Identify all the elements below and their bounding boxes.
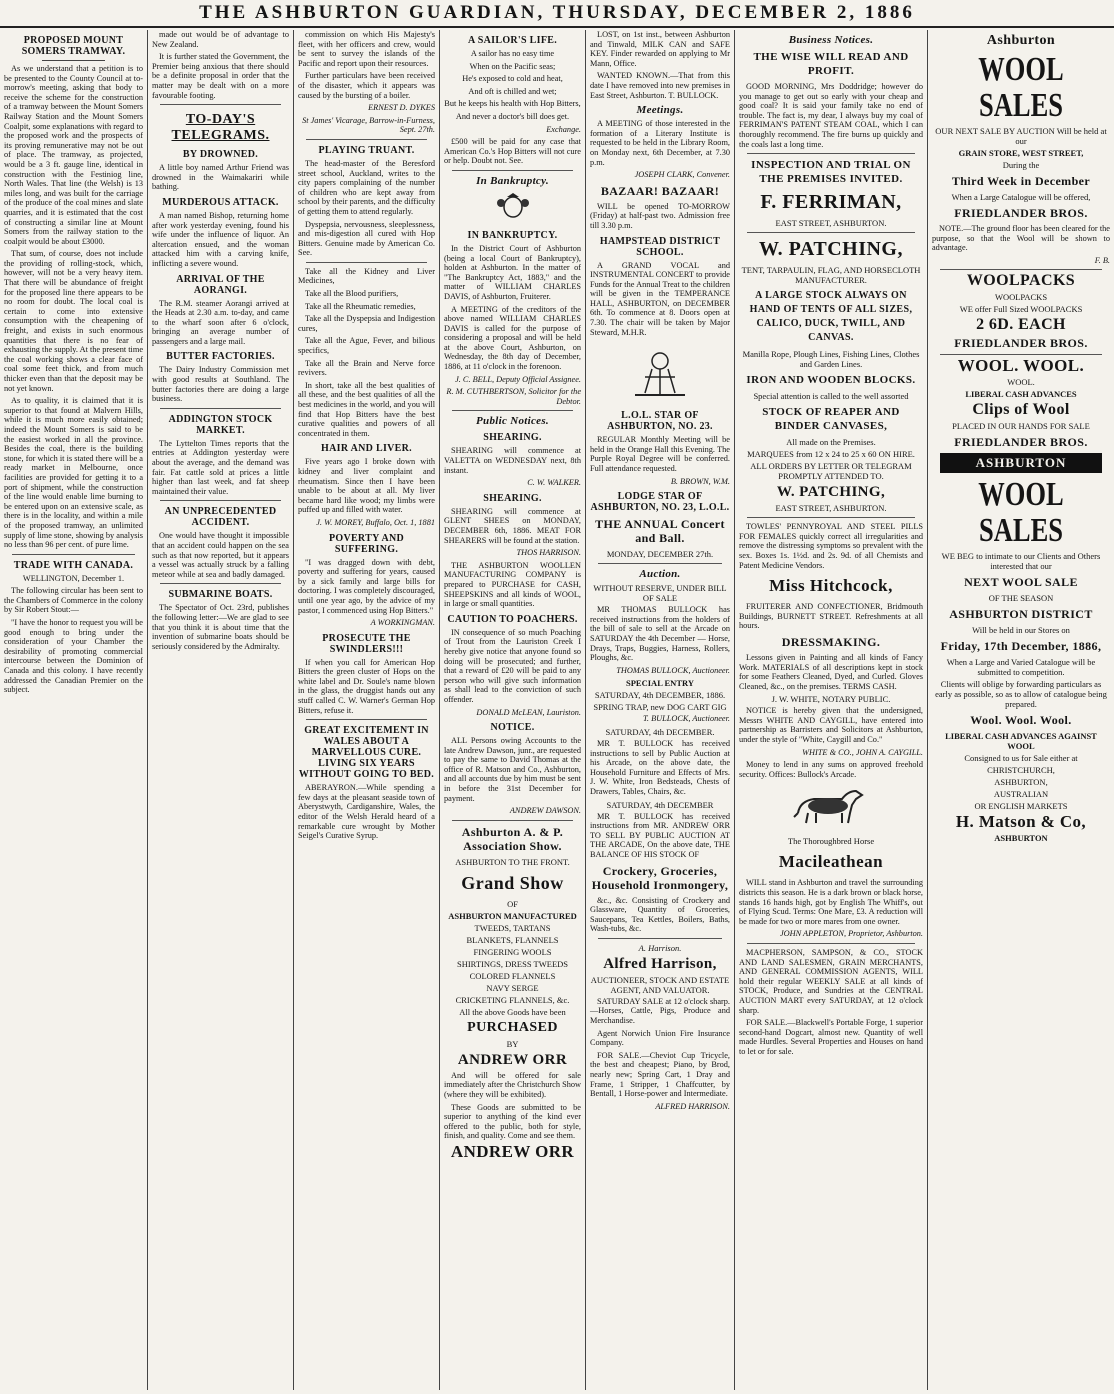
- ashburton-heading: Ashburton: [986, 33, 1056, 48]
- wool-line: When a Large Catalogue will be offered,: [951, 192, 1091, 202]
- article-paragraph: "I have the honor to request you will be good enough to bring under the consideration of your Chamber the desirability of promoting commercial intercourse between the Dominion of Canada and this colony. I have recently addressed the Canadian Premier on the subject.: [4, 618, 143, 695]
- advert-text: "I was dragged down with debt, poverty and suffering for years, caused by a sick family and large bills for doctoring. I was completely discouraged, until one year ago, by the advice of my pastor, I commenced using Hop Bitters.": [298, 557, 435, 615]
- advert-text: FOR SALE.—Blackwell's Portable Forge, 1 superior second-hand Dogcart, almost new. Quantity of well made Hurdles. Several Properties and Houses on hand to let or for sale.: [739, 1018, 923, 1056]
- advert-text: WILL stand in Ashburton and travel the surrounding districts this season. He is a dark brown or black horse, stands 16 hands high, got by English The Whiff's, out of Flying Scud. Terms: One Mare, £3. A reduction will be made for two or more mares from one owner.: [739, 878, 923, 926]
- divider: [42, 60, 106, 61]
- auction-text: MR T. BULLOCK has received instructions from MR. ANDREW ORR TO SELL BY PUBLIC AUCTION AT THE ARCADE, On the above date, THE BALANCE OF HIS STOCK OF: [590, 811, 730, 859]
- divider: [747, 943, 915, 944]
- advert-text: Lessons given in Painting and all kinds of Fancy Work. MATERIALS of all descriptions kept in stock for some Feathers Cleaned, Dyed, and Curled. Gloves Cleaned, &c., on the premises. TERMS CASH.: [739, 652, 923, 691]
- news-paragraph: The Spectator of Oct. 23rd, publishes the following letter:—We are glad to see that you think it is about time that the invention of submarine boats should be seriously considered by the Admiralty.: [152, 603, 289, 651]
- orange-order-emblem-icon: [590, 343, 730, 404]
- advert-line: Take all the Brain and Nerve force revivers.: [298, 358, 435, 378]
- notice-text: A GRAND VOCAL and INSTRUMENTAL CONCERT to provide Funds for the Annual Treat to the children will be given in the TEMPERANCE HALL, ASHBURTON, on DECEMBER 6th. To commence at 8. Doors open at 7.30. The chair will be taken by Major Steward, M.H.R.: [590, 260, 730, 337]
- patching-address: EAST STREET, ASHBURTON.: [775, 503, 887, 514]
- advert-text: Dyspepsia, nervousness, sleeplessness, and mis-digestion all cured with Hop Bitters. Genuine made by American Co. See.: [298, 219, 435, 258]
- poem-line: And oft is chilled and wet;: [468, 86, 557, 96]
- wool-heading: WOOL. WOOL.: [957, 356, 1085, 376]
- divider: [747, 232, 915, 233]
- signature: ANDREW DAWSON.: [509, 806, 581, 816]
- market-city: ASHBURTON,: [994, 777, 1048, 788]
- notice-text: NOTE.—The ground floor has been cleared for the purpose, so that the Wool will be shown to advantage.: [932, 224, 1110, 253]
- article-title: PROPOSED MOUNT SOMERS TRAMWAY.: [21, 35, 126, 57]
- wool-line: When a Large and Varied Catalogue will be submitted to competition.: [946, 657, 1096, 678]
- signature: JOSEPH CLARK, Convener.: [634, 170, 730, 180]
- divider: [160, 104, 281, 105]
- advert-text: £500 will be paid for any case that American Co.'s Hop Bitters will not cure or help. Doubt not. See.: [444, 137, 581, 166]
- advert-text: In short, take all the best qualities of all these, and the best qualities of all the best medicines in the world, and you will find that Hop Bitters have the best curative qualities and powers of all concentrated in them.: [298, 380, 435, 438]
- signature: C. W. WALKER.: [527, 478, 581, 488]
- divider: [598, 938, 722, 939]
- dateline: WELLINGTON, December 1.: [22, 573, 125, 583]
- classified-text: LOST, on 1st inst., between Ashburton and Tinwald, MILK CAN and SAFE KEY. Finder rewarded on applying to Mr Mann, Office.: [590, 30, 730, 68]
- article-paragraph: commission on which His Majesty's fleet, with her officers and crew, would be sent to survey the islands of the Pacific and report upon their resources.: [298, 30, 435, 68]
- column-4: [440, 30, 585, 1390]
- poem-title: A SAILOR'S LIFE.: [468, 35, 557, 46]
- column-2: [148, 30, 293, 1390]
- friedlander-name: FRIEDLANDER BROS.: [954, 336, 1088, 351]
- goods-item: TWEEDS, TARTANS: [474, 922, 551, 933]
- divider: [160, 408, 281, 409]
- news-heading: MURDEROUS ATTACK.: [162, 196, 279, 208]
- poem-line: A sailor has no easy time: [470, 49, 555, 58]
- notice-text: ALL Persons owing Accounts to the late Andrew Dawson, junr., are requested to pay the same to David Thomas at the office of R. Matson and Co., Ashburton, and all accounts due by him must be sent in before the 31st December for payment.: [444, 736, 581, 803]
- masthead-title: THE ASHBURTON GUARDIAN, THURSDAY, DECEMBER 2, 1886: [199, 2, 915, 23]
- wool-repeat-heading: Wool. Wool. Wool.: [970, 713, 1072, 728]
- ferriman-address: EAST STREET, ASHBURTON.: [775, 218, 887, 229]
- masthead: [0, 0, 1114, 28]
- notice-heading: IN BANKRUPTCY.: [467, 229, 558, 241]
- telegrams-heading: TO-DAY'S TELEGRAMS.: [171, 112, 270, 144]
- notice-heading: LODGE STAR OF ASHBURTON, NO. 23, L.O.L.: [590, 491, 730, 514]
- patching-trade: TENT, TARPAULIN, FLAG, AND HORSECLOTH MANUFACTURER.: [741, 265, 921, 286]
- reaper-heading: STOCK OF REAPER AND BINDER CANVASES,: [762, 406, 900, 433]
- advert-heading: PROSECUTE THE SWINDLERS!!!: [322, 632, 411, 655]
- advert-text: TOWLES' PENNYROYAL AND STEEL PILLS FOR FEMALES quickly correct all irregularities and remove the distressing symptoms so prevalent with the sex. Boxes 1s. 1½d. and 2s. 9d. of all Chemists and Patent Medicine Vendors.: [739, 522, 923, 570]
- notice-text: NOTICE is hereby given that the undersigned, Messrs WHITE AND CAYGILL, have entered into partnership as Barristers and Solicitors at Ashburton, under the style of "White, Caygill and Co.": [739, 706, 923, 745]
- clips-heading: Clips of Wool: [972, 401, 1070, 419]
- signature: ERNEST D. DYKES: [368, 103, 435, 113]
- wool-line: LIBERAL CASH ADVANCES: [965, 389, 1077, 400]
- wool-line: OF THE SEASON: [988, 593, 1054, 604]
- horse-subheading: The Thoroughbred Horse: [787, 836, 875, 847]
- divider: [747, 517, 915, 518]
- wool-sales-heading: WOOL SALES: [978, 51, 1064, 124]
- next-wool-sale: NEXT WOOL SALE: [964, 575, 1078, 590]
- signature: Exchange.: [546, 124, 581, 134]
- signature: THOMAS BULLOCK, Auctioneer.: [616, 665, 730, 675]
- woolpacks-sub: WOOLPACKS: [994, 292, 1048, 303]
- ashburton-banner: ASHBURTON: [940, 453, 1102, 473]
- signature: THOS HARRISON.: [516, 548, 581, 558]
- notice-heading: SHEARING.: [483, 492, 542, 504]
- advert-line: Take all the Ague, Fever, and bilious specifics,: [298, 336, 435, 356]
- news-heading: ADDINGTON STOCK MARKET.: [168, 413, 273, 436]
- advert-text: Five years ago I broke down with kidney and liver complaint and rheumatism. Since then I have been unable to be about at all. My liver became hard like wood; my limbs were puffed up and filled with water.: [298, 457, 435, 515]
- auction-text: MR THOMAS BULLOCK has received instructions from the holders of the bill of sale to sell at the Arcade on SATURDAY the 4th December — Horse, Drays, Traps, Buggies, Harness, Rollers, Ploughs, &c.: [590, 605, 730, 663]
- auction-heading: WITHOUT RESERVE, UNDER BILL OF SALE: [593, 583, 727, 604]
- notice-text: SHEARING will commence at VALETTA on WEDNESDAY next, 8th instant.: [444, 446, 581, 475]
- article-paragraph: It is further stated the Government, the Premier being anxious that there should be a definite proposal in order that the matter may be dealt with on a more favourable footing.: [152, 52, 289, 100]
- classified-text: WANTED KNOWN.—That from this date I have removed into new premises in East Street, Ashburton. T. BULLOCK.: [590, 71, 730, 100]
- show-manufactured: ASHBURTON MANUFACTURED: [448, 910, 577, 921]
- stock-line: All made on the Premises.: [786, 437, 876, 448]
- wool-sales-heading-2: WOOL SALES: [978, 476, 1064, 550]
- show-of: OF: [507, 898, 518, 909]
- goods-item: SHIRTINGS, DRESS TWEEDS: [456, 958, 569, 969]
- divider: [598, 563, 722, 564]
- advert-line: Take all the Blood purifiers,: [305, 289, 399, 299]
- article-paragraph: That sum, of course, does not include the providing of rolling-stock, which, however, will not be a very heavy item. That there will be abundance of freight for the proposed line there appears to be no room for doubt. The local coal is certain to come into extensive consumption with the cheapening of freight, and exists in such enormous quantities that there is no fear of exhausting the supply. At the present time the coal working shows a clear face of coal some feet thick, and from much thicker even than that the deposit may be not yet known.: [4, 249, 143, 393]
- goods-item: COLORED FLANNELS: [469, 970, 556, 981]
- friedlander-name: FRIEDLANDER BROS.: [954, 435, 1088, 450]
- section-heading: In Bankruptcy.: [476, 174, 549, 187]
- divider: [12, 554, 135, 555]
- concert-heading: THE ANNUAL Concert and Ball.: [595, 517, 725, 546]
- wool-line: LIBERAL CASH ADVANCES AGAINST WOOL: [945, 731, 1097, 752]
- grand-show: Grand Show: [461, 872, 564, 893]
- harrison-name: Alfred Harrison,: [603, 955, 717, 972]
- signature: A WORKINGMAN.: [370, 618, 435, 628]
- article-paragraph: Further particulars have been received of the disaster, which it appears was caused by the bursting of a boiler.: [298, 71, 435, 100]
- divider: [306, 139, 427, 140]
- section-heading: Auction.: [639, 568, 681, 581]
- article-paragraph: The following circular has been sent to the Chambers of Commerce in the colony by Sir Robert Stout:—: [4, 586, 143, 615]
- wool-line: GRAIN STORE, WEST STREET,: [958, 148, 1084, 158]
- auction-date: SATURDAY, 4th DECEMBER.: [605, 726, 715, 737]
- auction-text: &c., &c. Consisting of Crockery and Glassware, Quantity of Groceries, Saucepans, Tea Kettles, Boilers, Baths, Wash-tubs, &c.: [590, 895, 730, 934]
- orr-name: ANDREW ORR: [457, 1051, 568, 1068]
- crockery-heading: Crockery, Groceries, Household Ironmongery,: [591, 863, 729, 892]
- auction-text: Agent Norwich Union Fire Insurance Company.: [590, 1028, 730, 1048]
- notice-text: THE ASHBURTON WOOLLEN MANUFACTURING COMPANY is prepared to PURCHASE for CASH, SHEEPSKINS and all kinds of WOOL, in large or small quantities.: [444, 560, 581, 609]
- column-5: [586, 30, 734, 1390]
- article-title: TRADE WITH CANADA.: [13, 559, 134, 571]
- wool-line: Clients will oblige by forwarding particulars as early as possible, so as to allow of catalogue being prepared.: [935, 679, 1107, 710]
- auction-text: MR T. BULLOCK has received instructions to sell by Public Auction at his Arcade, on the above date, the Household Furniture and Effects of Mrs. J. W. White, Iron Bedsteads, Chests of Drawers, Tables, Chairs, &c.: [590, 738, 730, 796]
- stock-line: Manilla Rope, Plough Lines, Fishing Lines, Clothes and Garden Lines.: [742, 349, 920, 370]
- divider: [306, 719, 427, 720]
- advert-heading: GREAT EXCITEMENT IN WALES ABOUT A MARVELLOUS CURE. LIVING SIX YEARS WITHOUT GOING TO BED.: [298, 725, 435, 781]
- wool-line: During the: [1002, 160, 1040, 170]
- signature: T. BULLOCK, Auctioneer.: [642, 714, 730, 724]
- auction-date: SATURDAY, 4th DECEMBER, 1886.: [594, 690, 726, 701]
- section-heading: Business Notices.: [788, 34, 874, 46]
- signature: R. M. CUTHBERTSON, Solicitor for the Debtor.: [446, 387, 581, 406]
- divider: [940, 269, 1102, 270]
- orr-name-bottom: ANDREW ORR: [450, 1142, 575, 1161]
- notice-text: WILL be opened TO-MORROW (Friday) at half-past two. Admission free till 3.30 p.m.: [590, 201, 730, 230]
- wise-heading: THE WISE WILL READ AND PROFIT.: [753, 51, 909, 77]
- notice-text: A MEETING of the creditors of the above named WILLIAM CHARLES DAVIS is called for the purpose of considering a proposal and will be held at the above Court, Ashburton, on Wednesday, the 8th day of December, 1886, at 11 o'clock in the forenoon.: [444, 304, 581, 372]
- harrison-label: A. Harrison.: [638, 942, 682, 953]
- royal-arms-icon: [444, 193, 581, 224]
- matson-name: H. Matson & Co,: [955, 812, 1087, 832]
- news-heading: SUBMARINE BOATS.: [168, 589, 273, 601]
- signature: F. B.: [1094, 255, 1110, 265]
- divider: [452, 410, 573, 411]
- advert-text: ABERAYRON.—While spending a few days at the pleasant seaside town of Aberystwyth, Cardiganshire, Wales, the editor of the Welsh Herald heard of a remarkable cure wrought by Mother Seigel's Curative Syrup.: [298, 783, 435, 841]
- wool-date: Third Week in December: [951, 174, 1091, 188]
- horse-icon: [739, 785, 923, 830]
- advert-heading: POVERTY AND SUFFERING.: [328, 532, 405, 555]
- notice-text: Money to lend in any sums on approved freehold security. Offices: Bullock's Arcade.: [739, 760, 923, 779]
- show-heading: Ashburton A. & P. Association Show.: [461, 824, 564, 853]
- wool-line: WE BEG to intimate to our Clients and Others interested that our: [941, 551, 1101, 572]
- article-paragraph: As we understand that a petition is to be presented to the County Council at to-morrow's meeting, asking that body to receive the scheme for the construction of a tramway between the Mount Somers Railway Station and the Mount Somers Coalpit, some explanations with regard to the proposed work and the prospects of its proving remunerative may not be out of place. The tramway, as projected, would be a 3 ft. gauge line, identical in construction with the Festiniog line, North Wales. That line (the Welsh) is 13 miles long, and was built for the carriage of the produce of the coal mines and slate quarries, and it is estimated that the cost of constructing a similar line at Mount Somers from the railway station to the coalpit would be about £3000.: [4, 64, 143, 246]
- friedlander-name: FRIEDLANDER BROS.: [954, 206, 1088, 220]
- by-word: BY: [506, 1038, 519, 1049]
- show-subheading: ASHBURTON TO THE FRONT.: [455, 856, 570, 867]
- signature: DONALD McLEAN, Lauriston.: [476, 707, 581, 717]
- advert-text: If when you call for American Hop Bitters the green cluster of Hops on the white label and Dr. Soule's name blown in the glass, the druggist hands out any stuff called C. W. Warner's German Hop Bitters, refuse it.: [298, 657, 435, 715]
- goods-item: CRICKETING FLANNELS, &c.: [455, 994, 570, 1005]
- auction-date: SATURDAY, 4th DECEMBER: [606, 799, 714, 810]
- ferriman-name: F. FERRIMAN,: [760, 191, 902, 214]
- divider: [306, 262, 427, 263]
- notice-heading: L.O.L. STAR OF ASHBURTON, NO. 23.: [607, 410, 713, 433]
- news-heading: ARRIVAL OF THE AORANGI.: [176, 273, 265, 296]
- hitchcock-name: Miss Hitchcock,: [769, 576, 893, 596]
- district-heading: ASHBURTON DISTRICT: [949, 607, 1093, 622]
- poem-line: And never a doctor's bill does get.: [455, 111, 570, 121]
- column-3: [294, 30, 439, 1390]
- harrison-title: AUCTIONEER, STOCK AND ESTATE AGENT, AND VALUATOR.: [590, 974, 730, 995]
- column-7: [928, 30, 1114, 1390]
- divider: [160, 500, 281, 501]
- news-paragraph: A little boy named Arthur Friend was drowned in the Waimakariri while bathing.: [152, 163, 289, 192]
- wool-line: PLACED IN OUR HANDS FOR SALE: [952, 421, 1090, 432]
- poem-line: But he keeps his health with Hop Bitters,: [444, 99, 581, 109]
- poem-line: He's exposed to cold and heat,: [462, 74, 563, 84]
- notice-text: In the District Court of Ashburton (being a local Court of Bankruptcy), holden at Ashburton. In the matter of "The Bankruptcy Act, 1883," and the matter of WILLIAM CHARLES DAVIS, of Ashburton, Fruiterer.: [444, 243, 581, 301]
- inspection-heading: INSPECTION AND TRIAL ON THE PREMISES INVITED.: [751, 159, 911, 186]
- goods-item: NAVY SERGE: [486, 982, 539, 993]
- horse-name: Macileathean: [778, 852, 884, 872]
- news-paragraph: A man named Bishop, returning home after work yesterday evening, found his wife under the influence of liquor. An altercation ensued, and the woman attacked him with a carving knife, inflicting a severe wound.: [152, 210, 289, 268]
- notice-text: IN consequence of so much Poaching of Trout from the Lauriston Creek I hereby give notice that anyone found so doing will be prosecuted; and further, that a reward of £20 will be paid to any person who will give such information as shall lead to the conviction of such offender.: [444, 627, 581, 704]
- advert-text: FRUITERER AND CONFECTIONER, Bridmouth Buildings, BURNETT STREET. Refreshments at all hours.: [739, 602, 923, 631]
- news-paragraph: One would have thought it impossible that an accident could happen on the sea such as that now reported, but it appears a vessel was actually struck by a falling meteor while at sea and badly damaged.: [152, 531, 289, 579]
- advert-text: MACPHERSON, SAMPSON, & CO., STOCK AND LAND SALESMEN, GRAIN MERCHANTS, AND GENERAL COMMISSION AGENTS, WILL hold their regular WEEKLY SALE at all kinds of STOCK, Produce, and Sundries at the CENTRAL AUCTION MART every SATURDAY, at 12 o'clock sharp.: [739, 948, 923, 1015]
- signature: B. BROWN, W.M.: [670, 476, 730, 486]
- advert-line: Take all the Kidney and Liver Medicines,: [298, 266, 435, 286]
- notice-text: A MEETING of those interested in the formation of a Literary Institute is requested to be held in the Library Room, on Monday next, 6th December, at 7.30 p.m.: [590, 119, 730, 167]
- wool-line: OUR NEXT SALE BY AUCTION Will be held at our: [935, 126, 1107, 146]
- column-1: [0, 30, 147, 1390]
- bazaar-heading: BAZAAR! BAZAAR!: [600, 183, 720, 198]
- divider: [160, 583, 281, 584]
- poem-line: When on the Pacific seas;: [469, 61, 556, 71]
- divider: [452, 820, 573, 821]
- goods-item: FINGERING WOOLS: [473, 946, 552, 957]
- advert-line: Take all the Dyspepsia and Indigestion cures,: [298, 314, 435, 333]
- auction-items: SPRING TRAP, new DOG CART GIG: [593, 702, 727, 713]
- advert-line: Take all the Rheumatic remedies,: [305, 301, 416, 311]
- news-paragraph: The Lyttelton Times reports that the entries at Addington yesterday were about the average, and the demand was fair. Fat cattle sold at prices a little higher than last week, and fat sheep maintained their value.: [152, 438, 289, 496]
- advert-text: And will be offered for sale immediately after the Christchurch Show (where they will be exhibited).: [444, 1070, 581, 1100]
- signature: J. W. MOREY, Buffalo, Oct. 1, 1881: [316, 517, 435, 527]
- article-paragraph: made out would be of advantage to New Zealand.: [152, 30, 289, 49]
- stock-heading: A LARGE STOCK ALWAYS ON HAND OF TENTS OF ALL SIZES, CALICO, DUCK, TWILL, AND CANVAS.: [749, 290, 913, 344]
- section-heading: Meetings.: [636, 104, 684, 117]
- wool-line: Will be held in our Stores on: [972, 625, 1070, 636]
- sale-date: Friday, 17th December, 1886,: [940, 639, 1102, 654]
- divider: [747, 153, 915, 154]
- stock-line: ALL ORDERS BY LETTER OR TELEGRAM PROMPTLY ATTENDED TO.: [750, 461, 912, 482]
- white-heading: J. W. WHITE, NOTARY PUBLIC.: [771, 694, 891, 705]
- matson-address: ASHBURTON: [994, 833, 1048, 844]
- woolpacks-heading: WOOLPACKS: [966, 272, 1076, 290]
- wool-sub: WOOL.: [1007, 377, 1035, 388]
- signature: J. C. BELL, Deputy Official Assignee.: [455, 374, 581, 384]
- market-city: OR ENGLISH MARKETS: [974, 801, 1068, 812]
- wool-line: Consigned to us for Sale either at: [964, 753, 1078, 764]
- woolpacks-price: 2 6D. EACH: [976, 316, 1066, 334]
- dressmaking-heading: DRESSMAKING.: [781, 634, 881, 649]
- news-heading: BUTTER FACTORIES.: [166, 351, 275, 363]
- signature-place: St James' Vicarage, Barrow-in-Furness, Sept. 27th.: [302, 115, 435, 135]
- news-paragraph: The Dairy Industry Commission met with good results at Southland. The butter factories there are doing a large business.: [152, 365, 289, 404]
- divider: [940, 354, 1102, 355]
- article-paragraph: As to quality, it is claimed that it is superior to that found at Malvern Hills, while it is much more easily obtained; indeed the Mount Somers is said to be the easiest worked in all the province. Besides the coal, there is the building stone, for which it is stated there will be a ready market in Melbourne, once facilities are provided for getting it to a port of shipment, while the construction of the line would enable lime burning to be entered upon on an extensive scale, as there is in the locality, and within a mile of the proposed tramway, an unlimited supply of lime stone, showing by analysis no less than 96 per cent. of pure lime.: [4, 396, 143, 550]
- notice-text: REGULAR Monthly Meeting will be held in the Orange Hall this Evening. The Purple Royal Degree will be conferred. Full attendance requested.: [590, 435, 730, 474]
- news-heading: AN UNPRECEDENTED ACCIDENT.: [164, 506, 277, 529]
- signature: ALFRED HARRISON.: [655, 1101, 730, 1111]
- advert-text: GOOD MORNING, Mrs Doddridge; however do you manage to get out so early with your cheap and good coal? It is said your family take no end of trouble. The fact is, my dear, I always buy my coal of FERRIMAN'S PATENT STEAM COAL, which I can thoroughly recommend. The fire burns up quickly and the coals last a long time.: [739, 82, 923, 149]
- stock-line: MARQUEES from 12 x 24 to 25 x 60 ON HIRE.: [747, 449, 915, 460]
- divider: [452, 170, 573, 171]
- blocks-heading: IRON AND WOODEN BLOCKS.: [746, 374, 916, 387]
- news-heading: BY DROWNED.: [182, 149, 259, 161]
- patching-name: W. PATCHING,: [759, 238, 903, 261]
- advert-heading: HAIR AND LIVER.: [321, 443, 412, 455]
- goods-item: BLANKETS, FLANNELS: [466, 934, 559, 945]
- auction-text: SATURDAY SALE at 12 o'clock sharp.—Horses, Cattle, Pigs, Produce and Merchandise.: [590, 996, 730, 1026]
- market-city: AUSTRALIAN: [993, 789, 1049, 800]
- notice-heading: CAUTION TO POACHERS.: [447, 613, 578, 625]
- stock-line: Special attention is called to the well assorted: [753, 391, 909, 402]
- market-city: CHRISTCHURCH,: [987, 765, 1055, 776]
- notice-text: SHEARING will commence at GLENT SHEES on MONDAY, DECEMBER 6th, 1886. MEAT FOR SHEARERS will be found at the station.: [444, 506, 581, 545]
- wool-line: WE offer Full Sized WOOLPACKS: [959, 304, 1083, 315]
- notice-heading: SHEARING.: [483, 432, 542, 444]
- news-paragraph: The head-master of the Beresford street school, Auckland, writes to the city papers complaining of the number of children who are kept away from school by their parents, and the difficulty of getting them to attend regularly.: [298, 158, 435, 216]
- notice-heading: HAMPSTEAD DISTRICT SCHOOL.: [599, 235, 721, 258]
- goods-note: All the above Goods have been: [459, 1006, 566, 1017]
- news-paragraph: The R.M. steamer Aorangi arrived at the Heads at 2.30 a.m. to-day, and came to the wharf soon after 6 o'clock, bringing an average number of passengers and a large mail.: [152, 298, 289, 346]
- concert-date: MONDAY, DECEMBER 27th.: [606, 549, 714, 560]
- signature: JOHN APPLETON, Proprietor, Ashburton.: [779, 929, 923, 939]
- news-heading: PLAYING TRUANT.: [318, 144, 415, 156]
- auction-heading: SPECIAL ENTRY: [626, 678, 694, 689]
- auction-text: FOR SALE.—Cheviot Cup Tricycle, the best and cheapest; Piano, by Brod, nearly new; Spring Cart, 1 Dray and Frame, 1 Stripper, 1 Chaffcutter, by Bentall, 1 Horse-power and Intermediate.: [590, 1050, 730, 1099]
- signature: WHITE & CO., JOHN A. CAYGILL.: [802, 747, 923, 757]
- advert-text: These Goods are submitted to be superior to anything of the kind ever offered to the public, both for style, finish, and quality. Come and see them.: [444, 1102, 581, 1141]
- column-6: [735, 30, 927, 1390]
- patching-name-2: W. PATCHING,: [776, 484, 886, 501]
- section-heading: Public Notices.: [476, 415, 549, 428]
- purchased-word: PURCHASED: [467, 1019, 558, 1035]
- notice-heading: NOTICE.: [490, 722, 535, 734]
